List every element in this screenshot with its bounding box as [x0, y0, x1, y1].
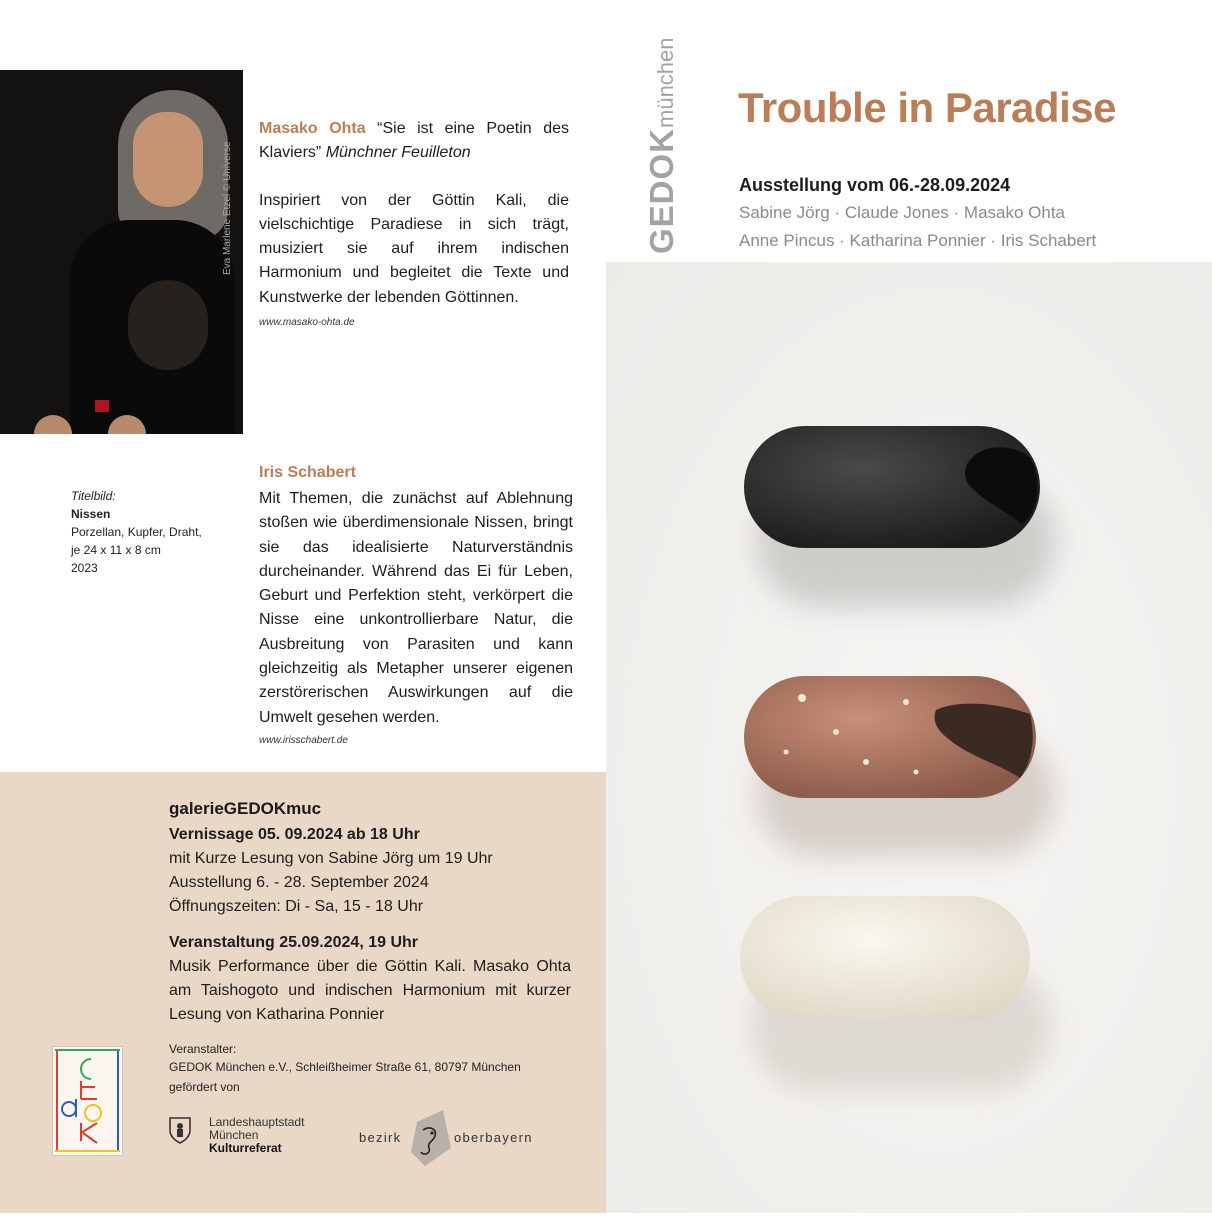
iris-website-link[interactable]: www.irisschabert.de [259, 735, 348, 746]
caption-material: Porzellan, Kupfer, Draht, [71, 525, 202, 539]
organizer-block [169, 1040, 521, 1076]
district-logo-right-text: oberbayern [454, 1130, 533, 1145]
masako-quote: “Sie ist eine Poetin des Klaviers” [259, 120, 569, 162]
district-logo-left-text: bezirk [359, 1130, 402, 1145]
event-text: Musik Performance über die Göttin Kali. Masako Ohta am Taishogoto und indischen Harmonium mit kurzer Lesung von Katharina Ponnier [169, 958, 571, 1023]
masako-name: Masako Ohta [259, 120, 366, 137]
organizer-address: GEDOK München e.V., Schleißheimer Straße 61, 80797 München [169, 1060, 521, 1074]
artists-line-1: Sabine Jörg · Claude Jones · Masako Ohta [739, 203, 1066, 222]
page-title: Trouble in Paradise [738, 84, 1116, 131]
vernissage-block [169, 823, 589, 919]
cover-artwork [606, 262, 1212, 1213]
district-emblem-icon [405, 1108, 453, 1173]
brand-gedok: GEDOK [643, 127, 680, 254]
masako-section [259, 117, 569, 310]
exhibition-dates: Ausstellung vom 06.-28.09.2024 [739, 175, 1011, 195]
white-nisse [740, 896, 1030, 1020]
gallery-name: galerieGEDOKmuc [169, 799, 322, 818]
event-title: Veranstaltung 25.09.2024, 19 Uhr [169, 934, 419, 951]
cover-image-caption [71, 487, 231, 577]
munich-coat-of-arms-icon [168, 1116, 192, 1149]
caption-title: Nissen [71, 507, 111, 521]
portrait-photo: Eva Marlene Etzel © Universe [0, 70, 243, 434]
organizer-label: Veranstalter: [169, 1042, 237, 1056]
iris-name: Iris Schabert [259, 464, 356, 481]
caption-label: Titelbild: [71, 489, 116, 503]
funded-by-label: gefördert von [169, 1080, 240, 1094]
artists-line-2: Anne Pincus · Katharina Ponnier · Iris Schabert [739, 231, 1097, 250]
masako-quote-source: Münchner Feuilleton [325, 144, 471, 162]
vernissage-line: Ausstellung 6. - 28. September 2024 [169, 874, 429, 891]
masako-intro [259, 117, 569, 166]
masako-website-link[interactable]: www.masako-ohta.de [259, 317, 355, 328]
iris-description: Mit Themen, die zunächst auf Ablehnung stoßen wie überdimensionale Nissen, bringt sie das idealisierte Naturverständnis durcheinander. Während das Ei für Leben, Geburt und Perfektion steht, verkörpert die Nisse eine unkontrollierbare Natur, die Ausbreitung von Parasiten und kann gleichzeitig als Metapher unserer eigenen zerstörerischen Auswirkungen auf die Umwelt gesehen werden. [259, 490, 573, 726]
munich-culture-logo-text: Landeshauptstadt München Kulturreferat [209, 1115, 305, 1155]
vernissage-line: Öffnungszeiten: Di - Sa, 15 - 18 Uhr [169, 898, 424, 915]
vernissage-line: mit Kurze Lesung von Sabine Jörg um 19 Uhr [169, 850, 493, 867]
brand-muenchen: münchen [653, 37, 678, 128]
gedok-logo [52, 1046, 123, 1156]
caption-year: 2023 [71, 561, 98, 575]
event-block [169, 931, 571, 1027]
masako-description: Inspiriert von der Göttin Kali, die vielschichtige Paradiese in sich trägt, musiziert sie auf ihrem indischen Harmonium und begleitet die Texte und Kunstwerke der lebenden Göttinnen. [259, 191, 569, 306]
vernissage-title: Vernissage 05. 09.2024 ab 18 Uhr [169, 826, 420, 843]
caption-size: je 24 x 11 x 8 cm [71, 543, 161, 557]
